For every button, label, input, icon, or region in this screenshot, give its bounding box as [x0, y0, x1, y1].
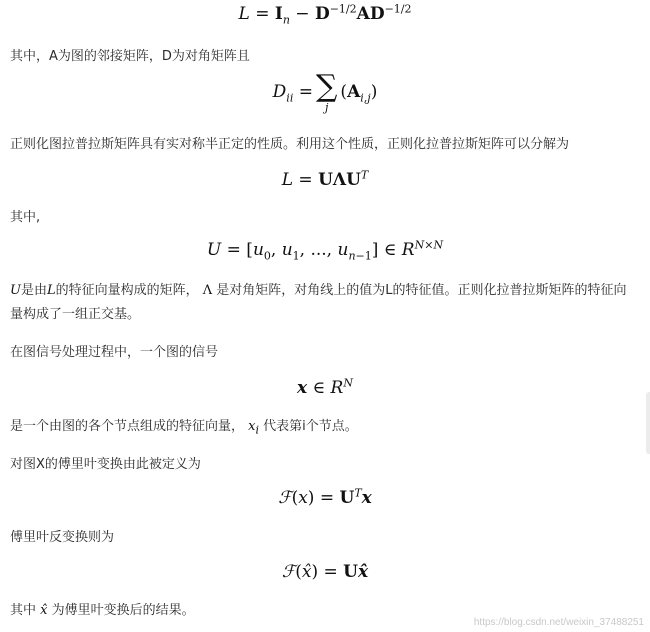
equation-degree-matrix: $D_{ii}$ = ∑ j $(A_{i,j})$: [272, 69, 378, 114]
equation-signal-space: x ∈ $R^N$: [297, 376, 353, 398]
paragraph-u-definition: U是由L的特征向量构成的矩阵， Λ 是对角矩阵，对角线上的值为L的特征值。正则化拉普拉斯矩阵的特征向: [10, 283, 627, 298]
watermark-text: https://blog.csdn.net/weixin_37488251: [473, 617, 644, 628]
equation-normalized-laplacian: $L = I_n - D^{-1/2}AD^{-1/2}$: [238, 2, 412, 27]
equation-eigenvector-matrix: $U = [u_0$, $u_1$, ..., $u_{n-1}$] ∈ $R^{N\times N}$: [206, 238, 444, 263]
paragraph-feature-vector: 是一个由图的各个节点组成的特征向量， $x_i$ 代表第i个节点。: [10, 419, 358, 437]
paragraph-inverse-fourier: 傅里叶反变换则为: [10, 530, 115, 545]
equation-inverse-fourier-transform: ℱ(x̂) = Ux̂: [281, 562, 369, 582]
equation-fourier-transform: ℱ(x) = $U^Tx$: [278, 486, 372, 508]
paragraph-adjacency: 其中，A为图的邻接矩阵，D为对角矩阵且: [10, 49, 250, 64]
summation-symbol: ∑ j: [316, 69, 338, 114]
paragraph-graph-signal: 在图信号处理过程中，一个图的信号: [10, 345, 219, 360]
paragraph-where: 其中,: [10, 210, 41, 225]
paragraph-orthogonal-basis: 量构成了一组正交基。: [10, 307, 141, 322]
paragraph-fourier-definition: 对图X的傅里叶变换由此被定义为: [10, 457, 201, 472]
paragraph-result: 其中 x̂ 为傅里叶变换后的结果。: [10, 603, 195, 618]
equation-eigendecomposition: $L = U\Lambda U^T$: [281, 168, 369, 190]
side-scroll-tab[interactable]: [646, 392, 650, 454]
paragraph-semidefinite: 正则化图拉普拉斯矩阵具有实对称半正定的性质。利用这个性质，正则化拉普拉斯矩阵可以分解为: [10, 137, 570, 152]
